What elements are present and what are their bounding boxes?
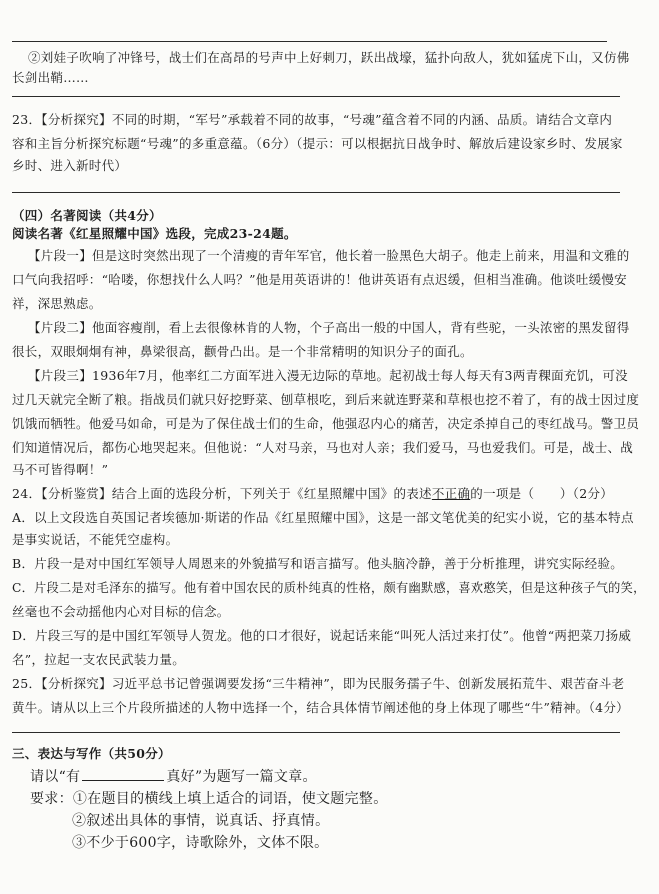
excerpt2-line-2: 很长，双眼炯炯有神，鼻梁很高，颧骨凸出。是一个非常精明的知识分子的面孔。 xyxy=(12,344,473,359)
q22-line-2: 长剑出鞘…… xyxy=(12,70,89,85)
excerpt3-line-4: 们知道情况后，都伤心地哭起来。但他说：“人对马亲，马也对人亲；我们爱马，马也爱我们。可是，战士、战 xyxy=(12,440,634,455)
q24-option-c-line-2: 丝毫也不会动摇他内心对目标的信念。 xyxy=(12,604,230,619)
excerpt2-line-1: 【片段二】他面容瘦削，看上去很像林肯的人物，个子高出一般的中国人，背有些驼，一头浓密的黑发留得 xyxy=(28,320,630,335)
excerpt1-line-1: 【片段一】但是这时突然出现了一个清瘦的青年军官，他长着一脸黑色大胡子。他走上前来，用温和文雅的 xyxy=(28,248,630,263)
q25-line-2: 黄牛。请从以上三个片段所描述的人物中选择一个，结合具体情节阐述他的身上体现了哪些“牛”精神。（4分） xyxy=(12,700,629,715)
requirement-3: ③不少于600字，诗歌除外，文体不限。 xyxy=(72,835,329,851)
excerpt3-line-5: 马不可皆得啊！” xyxy=(12,462,109,477)
q24-option-a-line-2: 是事实说话，不能凭空虚构。 xyxy=(12,532,179,547)
excerpt3-line-3: 饥饿而牺牲。他爱马如命，可是为了保住战士们的生命，他强忍内心的痛苦，决定杀掉自己的枣红战马。警卫员 xyxy=(12,416,640,431)
requirements-label: 要求： xyxy=(30,791,73,807)
section3-heading: 三、表达与写作（共50分） xyxy=(12,746,171,761)
q24-option-a-line-1: A．以上文段选自英国记者埃德加·斯诺的作品《红星照耀中国》，这是一部文笔优美的纪实小说，它的基本特点 xyxy=(12,510,634,525)
q24-option-d-line-2: 名”，拉起一支农民武装力量。 xyxy=(12,652,186,667)
q23-line-3: 乡时、进入新时代） xyxy=(12,158,128,173)
writing-prompt xyxy=(30,768,317,786)
answer-line xyxy=(12,96,620,97)
excerpt1-line-3: 祥，深思熟虑。 xyxy=(12,296,102,311)
q23-line-2: 容和主旨分析探究标题“号魂”的多重意蕴。（6分）（提示：可以根据抗日战争时、解放后建设家乡时、发展家 xyxy=(12,136,623,151)
top-divider xyxy=(12,41,607,42)
requirement-2: ②叙述出具体的事情，说真话、抒真情。 xyxy=(72,813,330,829)
q24-stem-start: 24．【分析鉴赏】结合上面的选段分析，下列关于《红星照耀中国》的表述 xyxy=(12,486,432,501)
q24-emphasis: 不正确 xyxy=(431,486,471,501)
title-blank-line xyxy=(82,768,164,781)
answer-line xyxy=(12,192,620,193)
q24-option-c-line-1: C．片段二是对毛泽东的描写。他有着中国农民的质朴纯真的性格，颇有幽默感，喜欢憨笑，但是这种孩子气的笑， xyxy=(12,580,646,595)
section4-heading: （四）名著阅读（共4分） xyxy=(12,208,162,223)
writing-prompt-end: 真好”为题写一篇文章。 xyxy=(166,769,317,785)
excerpt3-line-1: 【片段三】1936年7月，他率红二方面军进入漫无边际的草地。起初战士每人每天有3两青稞面充饥，可没 xyxy=(28,368,628,383)
answer-line xyxy=(12,732,620,733)
q23-line-1: 23．【分析探究】不同的时期，“军号”承载着不同的故事，“号魂”蕴含着不同的内涵、品质。请结合文章内 xyxy=(12,112,613,127)
excerpt3-line-2: 过几天就完全断了粮。指战员们就只好挖野菜、刨草根吃，到后来就连野菜和草根也挖不着了，有的战士因过度 xyxy=(12,392,640,407)
q25-line-1: 25．【分析探究】习近平总书记曾强调要发扬“三牛精神”，即为民服务孺子牛、创新发展拓荒牛、艰苦奋斗老 xyxy=(12,676,625,691)
q24-option-d-line-1: D．片段三写的是中国红军领导人贺龙。他的口才很好，说起话来能“叫死人活过来打仗”。他曾“两把菜刀扬威 xyxy=(12,628,632,643)
excerpt1-line-2: 口气向我招呼：“哈喽，你想找什么人吗？”他是用英语讲的！他讲英语有点迟缓，但相当准确。他谈吐缓慢安 xyxy=(12,272,627,287)
section4-instruction: 阅读名著《红星照耀中国》选段，完成23-24题。 xyxy=(12,226,297,241)
requirement-1-text: ①在题目的横线上填上适合的词语，使文题完整。 xyxy=(72,791,388,807)
q24-stem-end: 的一项是（ ）（2分） xyxy=(470,486,614,501)
requirement-1 xyxy=(30,790,388,808)
q24-option-b: B．片段一是对中国红军领导人周恩来的外貌描写和语言描写。他头脑冷静，善于分析推理，讲究实际经验。 xyxy=(12,556,624,571)
q22-line-1: ②刘娃子吹响了冲锋号，战士们在高昂的号声中上好刺刀，跃出战壕，猛扑向敌人，犹如猛虎下山，又仿佛 xyxy=(28,50,630,65)
writing-prompt-start: 请以“有 xyxy=(30,769,81,785)
q24-stem xyxy=(12,486,613,502)
